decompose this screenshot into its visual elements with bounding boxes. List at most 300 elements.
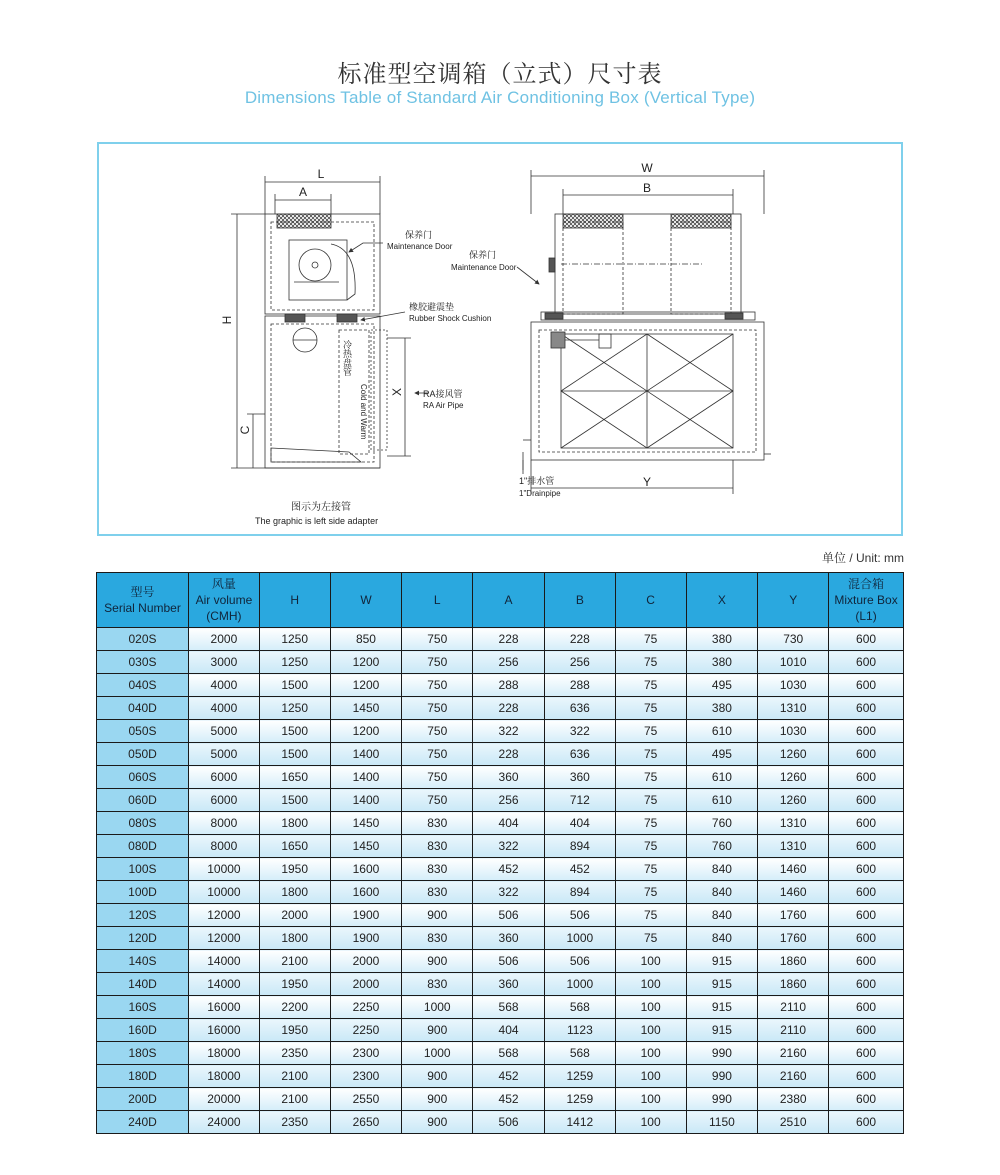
table-cell: 100 xyxy=(615,973,686,996)
table-cell: 4000 xyxy=(189,674,260,697)
front-view xyxy=(517,170,771,494)
table-cell: 915 xyxy=(686,996,758,1019)
column-header-line: 型号 xyxy=(130,585,155,599)
table-cell: 100 xyxy=(615,1111,686,1134)
table-cell: 2250 xyxy=(330,996,402,1019)
table-cell: 600 xyxy=(829,835,904,858)
table-cell: 2000 xyxy=(330,973,402,996)
column-header xyxy=(758,573,829,628)
serial-number-cell: 160S xyxy=(97,996,189,1019)
drawing-svg xyxy=(99,144,901,534)
table-cell: 228 xyxy=(473,743,545,766)
table-cell: 610 xyxy=(686,766,758,789)
table-cell: 1950 xyxy=(259,858,330,881)
table-cell: 1000 xyxy=(544,973,615,996)
table-cell: 1860 xyxy=(758,973,829,996)
table-cell: 600 xyxy=(829,1111,904,1134)
caption-cn: 图示为左接管 xyxy=(291,502,351,513)
table-cell: 1000 xyxy=(402,1042,473,1065)
serial-number-cell: 180D xyxy=(97,1065,189,1088)
table-cell: 4000 xyxy=(189,697,260,720)
table-cell: 1310 xyxy=(758,812,829,835)
column-header-line: C xyxy=(646,593,655,607)
table-cell: 100 xyxy=(615,1019,686,1042)
table-cell: 2160 xyxy=(758,1042,829,1065)
serial-number-cell: 050D xyxy=(97,743,189,766)
column-header-line: (CMH) xyxy=(206,609,242,623)
dim-B-label: B xyxy=(642,181,652,195)
unit-label: 单位 / Unit: mm xyxy=(821,551,904,565)
column-header-line: (L1) xyxy=(855,609,877,623)
table-cell: 100 xyxy=(615,1065,686,1088)
table-cell: 18000 xyxy=(189,1042,260,1065)
table-cell: 1250 xyxy=(259,651,330,674)
table-row xyxy=(97,651,904,674)
table-cell: 1500 xyxy=(259,743,330,766)
table-cell: 750 xyxy=(402,743,473,766)
table-cell: 5000 xyxy=(189,743,260,766)
table-cell: 75 xyxy=(615,720,686,743)
table-cell: 900 xyxy=(402,1088,473,1111)
table-cell: 452 xyxy=(473,1065,545,1088)
serial-number-cell: 050S xyxy=(97,720,189,743)
table-cell: 6000 xyxy=(189,789,260,812)
table-cell: 750 xyxy=(402,766,473,789)
table-cell: 75 xyxy=(615,881,686,904)
table-cell: 830 xyxy=(402,835,473,858)
shock-cushion-en-label: Rubber Shock Cushion xyxy=(409,314,492,323)
table-cell: 100 xyxy=(615,950,686,973)
table-cell: 636 xyxy=(544,697,615,720)
table-cell: 1250 xyxy=(259,628,330,651)
table-cell: 990 xyxy=(686,1065,758,1088)
maintenance-door-cn-label: 保养门 xyxy=(405,230,433,240)
table-cell: 900 xyxy=(402,1019,473,1042)
table-cell: 2000 xyxy=(189,628,260,651)
table-cell: 2000 xyxy=(330,950,402,973)
table-cell: 288 xyxy=(473,674,545,697)
table-cell: 322 xyxy=(473,720,545,743)
serial-number-cell: 040S xyxy=(97,674,189,697)
table-cell: 506 xyxy=(473,904,545,927)
table-cell: 840 xyxy=(686,858,758,881)
table-cell: 452 xyxy=(473,858,545,881)
table-cell: 1250 xyxy=(259,697,330,720)
table-cell: 900 xyxy=(402,1111,473,1134)
table-cell: 600 xyxy=(829,628,904,651)
table-cell: 1200 xyxy=(330,720,402,743)
table-cell: 830 xyxy=(402,812,473,835)
column-header xyxy=(189,573,260,628)
table-cell: 1800 xyxy=(259,881,330,904)
table-cell: 3000 xyxy=(189,651,260,674)
table-cell: 850 xyxy=(330,628,402,651)
table-cell: 2250 xyxy=(330,1019,402,1042)
ra-pipe-en-label: RA Air Pipe xyxy=(423,401,464,410)
table-cell: 16000 xyxy=(189,1019,260,1042)
table-cell: 712 xyxy=(544,789,615,812)
table-cell: 2550 xyxy=(330,1088,402,1111)
column-header-line: Mixture Box xyxy=(834,593,898,607)
table-cell: 760 xyxy=(686,835,758,858)
table-cell: 600 xyxy=(829,1042,904,1065)
table-row xyxy=(97,950,904,973)
shock-cushion-cn-label: 橡胶避震垫 xyxy=(409,302,455,312)
table-header xyxy=(97,573,904,628)
table-cell: 228 xyxy=(544,628,615,651)
table-cell: 568 xyxy=(473,1042,545,1065)
column-header-line: Air volume xyxy=(195,593,253,607)
table-cell: 1260 xyxy=(758,766,829,789)
table-cell: 1950 xyxy=(259,1019,330,1042)
table-cell: 600 xyxy=(829,881,904,904)
table-cell: 8000 xyxy=(189,812,260,835)
serial-number-cell: 040D xyxy=(97,697,189,720)
table-cell: 1950 xyxy=(259,973,330,996)
table-cell: 600 xyxy=(829,996,904,1019)
table-cell: 568 xyxy=(544,996,615,1019)
serial-number-cell: 140S xyxy=(97,950,189,973)
column-header-line: A xyxy=(504,593,513,607)
table-cell: 404 xyxy=(473,1019,545,1042)
table-cell: 600 xyxy=(829,766,904,789)
serial-number-cell: 160D xyxy=(97,1019,189,1042)
table-cell: 1460 xyxy=(758,858,829,881)
table-cell: 750 xyxy=(402,697,473,720)
table-cell: 495 xyxy=(686,674,758,697)
table-cell: 1010 xyxy=(758,651,829,674)
table-cell: 990 xyxy=(686,1042,758,1065)
table-cell: 2160 xyxy=(758,1065,829,1088)
table-cell: 760 xyxy=(686,812,758,835)
table-cell: 256 xyxy=(473,651,545,674)
table-cell: 600 xyxy=(829,720,904,743)
serial-number-cell: 060S xyxy=(97,766,189,789)
table-cell: 322 xyxy=(473,881,545,904)
column-header-line: Y xyxy=(789,593,798,607)
table-cell: 1000 xyxy=(544,927,615,950)
table-cell: 228 xyxy=(473,697,545,720)
table-cell: 1900 xyxy=(330,927,402,950)
table-cell: 2100 xyxy=(259,1088,330,1111)
page-title-cn: 标准型空调箱（立式）尺寸表 xyxy=(337,61,663,88)
table-cell: 600 xyxy=(829,927,904,950)
table-cell: 10000 xyxy=(189,881,260,904)
table-cell: 1500 xyxy=(259,720,330,743)
front-maintenance-door-cn-label: 保养门 xyxy=(469,250,497,260)
table-row xyxy=(97,628,904,651)
caption-en: The graphic is left side adapter xyxy=(255,516,379,526)
column-header xyxy=(615,573,686,628)
table-cell: 12000 xyxy=(189,927,260,950)
table-cell: 2650 xyxy=(330,1111,402,1134)
table-cell: 2110 xyxy=(758,1019,829,1042)
table-cell: 100 xyxy=(615,1042,686,1065)
table-cell: 1400 xyxy=(330,766,402,789)
column-header xyxy=(544,573,615,628)
table-cell: 1260 xyxy=(758,743,829,766)
table-cell: 1412 xyxy=(544,1111,615,1134)
table-cell: 600 xyxy=(829,812,904,835)
table-cell: 610 xyxy=(686,789,758,812)
column-header-line: Serial Number xyxy=(104,601,181,615)
serial-number-cell: 020S xyxy=(97,628,189,651)
column-header xyxy=(402,573,473,628)
table-cell: 600 xyxy=(829,1019,904,1042)
table-cell: 75 xyxy=(615,789,686,812)
table-cell: 1030 xyxy=(758,720,829,743)
table-cell: 380 xyxy=(686,628,758,651)
table-cell: 5000 xyxy=(189,720,260,743)
table-cell: 75 xyxy=(615,927,686,950)
table-cell: 12000 xyxy=(189,904,260,927)
table-cell: 404 xyxy=(473,812,545,835)
table-cell: 1259 xyxy=(544,1088,615,1111)
table-cell: 380 xyxy=(686,651,758,674)
table-cell: 506 xyxy=(544,950,615,973)
table-row xyxy=(97,927,904,950)
drainpipe-cn-label: 1"排水管 xyxy=(519,476,555,486)
table-row xyxy=(97,789,904,812)
table-cell: 750 xyxy=(402,628,473,651)
serial-number-cell: 100D xyxy=(97,881,189,904)
table-cell: 600 xyxy=(829,743,904,766)
dim-W-label: W xyxy=(641,161,653,175)
dimensions-table xyxy=(96,572,904,1134)
table-cell: 452 xyxy=(544,858,615,881)
column-header xyxy=(330,573,402,628)
table-row xyxy=(97,904,904,927)
front-view-labels xyxy=(451,161,653,498)
table-cell: 2510 xyxy=(758,1111,829,1134)
table-cell: 256 xyxy=(544,651,615,674)
table-cell: 1800 xyxy=(259,927,330,950)
table-cell: 100 xyxy=(615,996,686,1019)
table-cell: 2380 xyxy=(758,1088,829,1111)
dim-H-label: H xyxy=(220,315,234,325)
table-cell: 840 xyxy=(686,881,758,904)
table-cell: 830 xyxy=(402,973,473,996)
column-header xyxy=(686,573,758,628)
serial-number-cell: 060D xyxy=(97,789,189,812)
table-row xyxy=(97,720,904,743)
table-cell: 600 xyxy=(829,674,904,697)
table-cell: 360 xyxy=(473,766,545,789)
table-cell: 600 xyxy=(829,1088,904,1111)
table-cell: 2350 xyxy=(259,1042,330,1065)
table-cell: 750 xyxy=(402,651,473,674)
table-cell: 915 xyxy=(686,1019,758,1042)
table-cell: 380 xyxy=(686,697,758,720)
ra-pipe-cn-label: RA接风管 xyxy=(423,389,463,399)
table-cell: 1310 xyxy=(758,835,829,858)
table-cell: 600 xyxy=(829,697,904,720)
column-header-line: L xyxy=(433,593,441,607)
serial-number-cell: 200D xyxy=(97,1088,189,1111)
table-cell: 750 xyxy=(402,674,473,697)
table-cell: 1259 xyxy=(544,1065,615,1088)
table-cell: 1800 xyxy=(259,812,330,835)
column-header-line: 风量 xyxy=(211,577,236,591)
table-cell: 18000 xyxy=(189,1065,260,1088)
column-header xyxy=(259,573,330,628)
table-cell: 830 xyxy=(402,881,473,904)
table-cell: 600 xyxy=(829,651,904,674)
table-cell: 1450 xyxy=(330,812,402,835)
table-cell: 1123 xyxy=(544,1019,615,1042)
table-cell: 2350 xyxy=(259,1111,330,1134)
table-cell: 75 xyxy=(615,904,686,927)
table-cell: 1200 xyxy=(330,674,402,697)
table-cell: 1500 xyxy=(259,789,330,812)
table-cell: 1860 xyxy=(758,950,829,973)
page-title-en: Dimensions Table of Standard Air Conditioning Box (Vertical Type) xyxy=(244,88,756,107)
table-cell: 2300 xyxy=(330,1065,402,1088)
serial-number-cell: 180S xyxy=(97,1042,189,1065)
column-header xyxy=(97,573,189,628)
table-cell: 636 xyxy=(544,743,615,766)
table-cell: 20000 xyxy=(189,1088,260,1111)
column-header-line: 混合箱 xyxy=(848,577,885,591)
table-cell: 1450 xyxy=(330,697,402,720)
serial-number-cell: 120D xyxy=(97,927,189,950)
table-cell: 75 xyxy=(615,743,686,766)
column-header-line: B xyxy=(575,593,584,607)
table-cell: 1600 xyxy=(330,881,402,904)
table-row xyxy=(97,881,904,904)
table-cell: 1460 xyxy=(758,881,829,904)
table-cell: 990 xyxy=(686,1088,758,1111)
table-cell: 1650 xyxy=(259,835,330,858)
serial-number-cell: 080D xyxy=(97,835,189,858)
table-cell: 100 xyxy=(615,1088,686,1111)
table-cell: 1600 xyxy=(330,858,402,881)
table-cell: 894 xyxy=(544,881,615,904)
table-cell: 360 xyxy=(544,766,615,789)
table-cell: 75 xyxy=(615,651,686,674)
table-cell: 14000 xyxy=(189,950,260,973)
table-cell: 495 xyxy=(686,743,758,766)
serial-number-cell: 030S xyxy=(97,651,189,674)
serial-number-cell: 240D xyxy=(97,1111,189,1134)
table-cell: 600 xyxy=(829,904,904,927)
table-cell: 256 xyxy=(473,789,545,812)
table-cell: 1260 xyxy=(758,789,829,812)
table-cell: 24000 xyxy=(189,1111,260,1134)
maintenance-door-en-label: Maintenance Door xyxy=(387,242,453,251)
table-cell: 10000 xyxy=(189,858,260,881)
table-cell: 830 xyxy=(402,927,473,950)
table-cell: 1400 xyxy=(330,743,402,766)
table-cell: 894 xyxy=(544,835,615,858)
table-cell: 1000 xyxy=(402,996,473,1019)
dim-L-label: L xyxy=(317,167,325,181)
table-cell: 75 xyxy=(615,858,686,881)
table-cell: 2100 xyxy=(259,950,330,973)
serial-number-cell: 100S xyxy=(97,858,189,881)
table-cell: 1400 xyxy=(330,789,402,812)
table-cell: 610 xyxy=(686,720,758,743)
table-cell: 600 xyxy=(829,1065,904,1088)
table-row xyxy=(97,858,904,881)
serial-number-cell: 080S xyxy=(97,812,189,835)
table-cell: 900 xyxy=(402,950,473,973)
table-cell: 2200 xyxy=(259,996,330,1019)
table-cell: 322 xyxy=(473,835,545,858)
table-cell: 1150 xyxy=(686,1111,758,1134)
table-cell: 506 xyxy=(473,1111,545,1134)
table-cell: 1760 xyxy=(758,904,829,927)
table-cell: 404 xyxy=(544,812,615,835)
table-cell: 830 xyxy=(402,858,473,881)
table-cell: 730 xyxy=(758,628,829,651)
table-cell: 915 xyxy=(686,973,758,996)
drainpipe-en-label: 1"Drainpipe xyxy=(519,489,561,498)
table-cell: 360 xyxy=(473,927,545,950)
table-cell: 75 xyxy=(615,697,686,720)
table-cell: 228 xyxy=(473,628,545,651)
table-row xyxy=(97,812,904,835)
table-row xyxy=(97,996,904,1019)
table-cell: 2300 xyxy=(330,1042,402,1065)
technical-drawing xyxy=(97,142,903,536)
table-cell: 322 xyxy=(544,720,615,743)
table-cell: 452 xyxy=(473,1088,545,1111)
column-header xyxy=(829,573,904,628)
coil-pipe-en-label: Cold and Warm xyxy=(359,384,368,440)
table-cell: 840 xyxy=(686,927,758,950)
serial-number-cell: 140D xyxy=(97,973,189,996)
table-cell: 75 xyxy=(615,766,686,789)
table-cell: 75 xyxy=(615,628,686,651)
table-cell: 8000 xyxy=(189,835,260,858)
table-cell: 16000 xyxy=(189,996,260,1019)
coil-pipe-cn-label: 冷热盘管 xyxy=(342,340,352,376)
table-cell: 75 xyxy=(615,812,686,835)
column-header-line: H xyxy=(290,593,300,607)
table-cell: 506 xyxy=(544,904,615,927)
table-cell: 900 xyxy=(402,904,473,927)
table-cell: 6000 xyxy=(189,766,260,789)
table-cell: 600 xyxy=(829,858,904,881)
table-cell: 1450 xyxy=(330,835,402,858)
dim-Y-label: Y xyxy=(642,475,652,489)
table-cell: 900 xyxy=(402,1065,473,1088)
table-cell: 2000 xyxy=(259,904,330,927)
table-cell: 1500 xyxy=(259,674,330,697)
column-header xyxy=(473,573,545,628)
side-view xyxy=(231,176,429,468)
table-row xyxy=(97,973,904,996)
table-row xyxy=(97,835,904,858)
table-cell: 568 xyxy=(473,996,545,1019)
table-cell: 840 xyxy=(686,904,758,927)
column-header-line: W xyxy=(360,593,372,607)
dim-C-label: C xyxy=(238,425,252,435)
table-cell: 1760 xyxy=(758,927,829,950)
table-cell: 1900 xyxy=(330,904,402,927)
table-cell: 915 xyxy=(686,950,758,973)
table-row xyxy=(97,766,904,789)
table-cell: 288 xyxy=(544,674,615,697)
table-cell: 2110 xyxy=(758,996,829,1019)
table-row xyxy=(97,697,904,720)
side-view-labels xyxy=(220,167,491,526)
table-cell: 1030 xyxy=(758,674,829,697)
table-row xyxy=(97,1042,904,1065)
dim-A-label: A xyxy=(298,185,308,199)
serial-number-cell: 120S xyxy=(97,904,189,927)
